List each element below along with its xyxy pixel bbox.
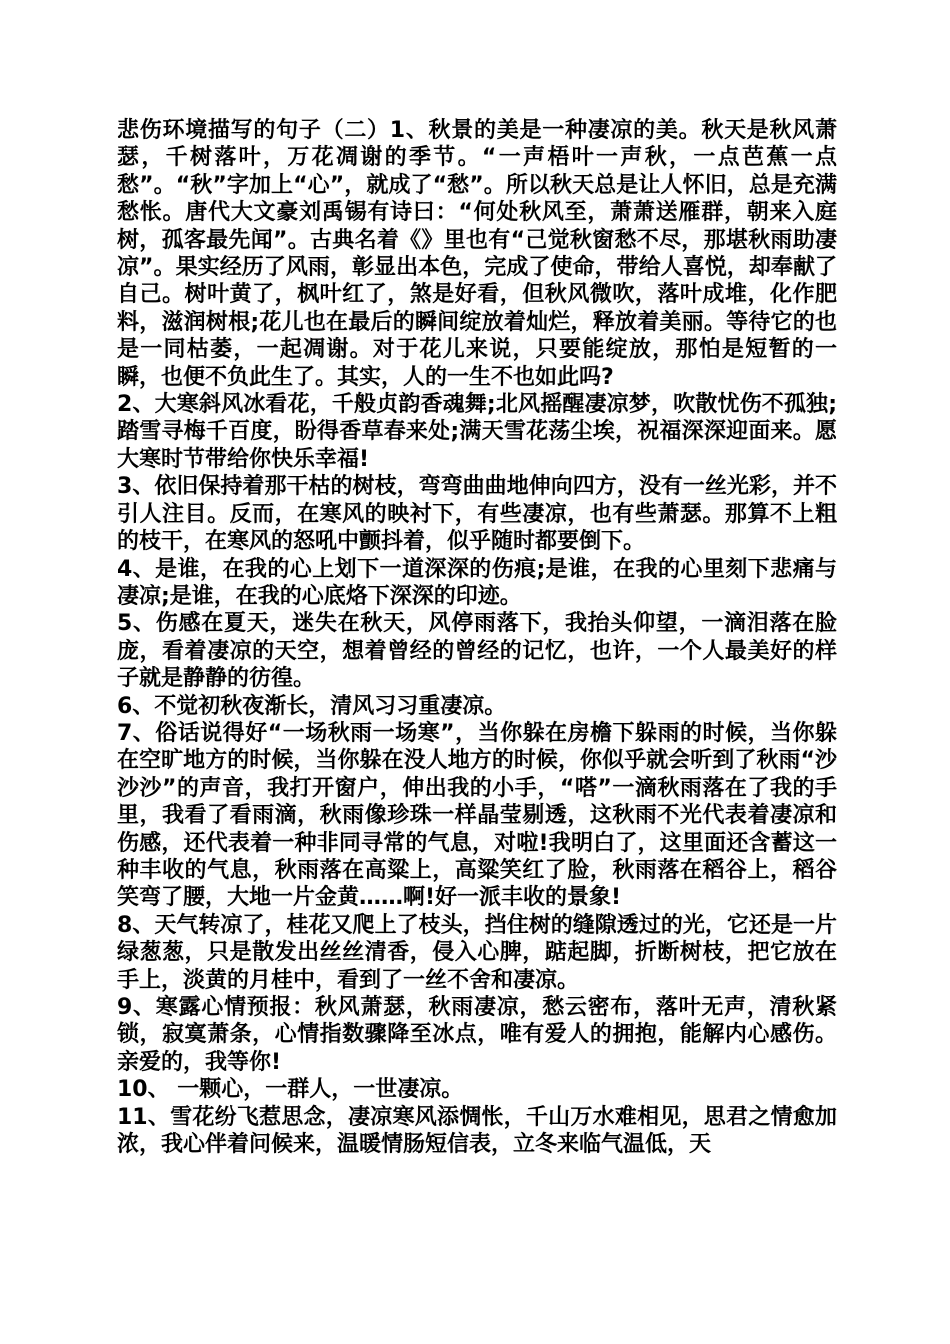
paragraph-intro: 悲伤环境描写的句子（二）1、秋景的美是一种凄凉的美。秋天是秋风萧瑟，千树落叶，万花凋谢的季节。“一声梧叶一声秋，一点芭蕉一点愁”。“秋”字加上“心”，就成了“愁”。所以秋天总是让人怀旧，总是充满愁怅。唐代大文豪刘禹锡有诗曰：“何处秋风至，萧萧送雁群，朝来入庭树，孤客最先闻”。古典名着《》里也有“己觉秋窗愁不尽，那堪秋雨助凄凉”。果实经历了风雨，彰显出本色，完成了使命，带给人喜悦，却奉献了自己。树叶黄了，枫叶红了，煞是好看，但秋风微吹，落叶成堆，化作肥料，滋润树根;花儿也在最后的瞬间绽放着灿烂，释放着美丽。等待它的也是一同枯萎，一起凋谢。对于花儿来说，只要能绽放，那怕是短暂的一瞬，也便不负此生了。其实，人的一生不也如此吗? [117,118,837,390]
paragraph-item-10: 10、 一颗心，一群人，一世凄凉。 [117,1077,464,1103]
paragraph-item-3: 3、依旧保持着那干枯的树枝，弯弯曲曲地伸向四方，没有一丝光彩，并不引人注目。反而，在寒风的映衬下，有些凄凉，也有些萧瑟。那算不上粗的枝干，在寒风的怒吼中颤抖着，似乎随时都要倒下。 [117,474,837,555]
paragraph-item-4: 4、是谁，在我的心上划下一道深深的伤痕;是谁，在我的心里刻下悲痛与凄凉;是谁，在我的心底烙下深深的印迹。 [117,556,837,609]
paragraph-item-11: 11、雪花纷飞惹思念，凄凉寒风添惆怅，千山万水难相见，思君之情愈加浓，我心伴着问候来，温暖情肠短信表，立冬来临气温低，天 [117,1104,837,1158]
document-page [117,117,837,1158]
paragraph-item-2: 2、大寒斜风冰看花，千般贞韵香魂舞;北风摇醒凄凉梦，吹散忧伤不孤独;踏雪寻梅千百度，盼得香草春来处;满天雪花荡尘埃，祝福深深迎面来。愿大寒时节带给你快乐幸福! [117,392,837,472]
paragraph-item-7: 7、俗话说得好“一场秋雨一场寒”，当你躲在房檐下躲雨的时候，当你躲在空旷地方的时候，当你躲在没人地方的时候，你似乎就会听到了秋雨“沙沙沙”的声音，我打开窗户，伸出我的小手，“嗒”一滴秋雨落在了我的手里，我看了看雨滴，秋雨像珍珠一样晶莹剔透，这秋雨不光代表着凄凉和伤感，还代表着一种非同寻常的气息，对啦!我明白了，这里面还含蓄这一种丰收的气息，秋雨落在高粱上，高粱笑红了脸，秋雨落在稻谷上，稻谷笑弯了腰，大地一片金黄……啊!好一派丰收的景象! [117,720,837,911]
paragraph-item-8: 8、天气转凉了，桂花又爬上了枝头，挡住树的缝隙透过的光，它还是一片绿葱葱，只是散发出丝丝清香，侵入心脾，踮起脚，折断树枝，把它放在手上，淡黄的月桂中，看到了一丝不舍和凄凉。 [117,912,837,993]
paragraph-item-6: 6、不觉初秋夜渐长，清风习习重凄凉。 [117,693,507,719]
paragraph-item-9: 9、寒露心情预报：秋风萧瑟，秋雨凄凉，愁云密布，落叶无声，清秋紧锁，寂寞萧条，心情指数骤降至冰点，唯有爱人的拥抱，能解内心感伤。亲爱的，我等你! [117,995,837,1075]
paragraph-item-5: 5、伤感在夏天，迷失在秋天，风停雨落下，我抬头仰望，一滴泪落在脸庞，看着凄凉的天空，想着曾经的曾经的记忆，也许，一个人最美好的样子就是静静的彷徨。 [117,611,837,692]
